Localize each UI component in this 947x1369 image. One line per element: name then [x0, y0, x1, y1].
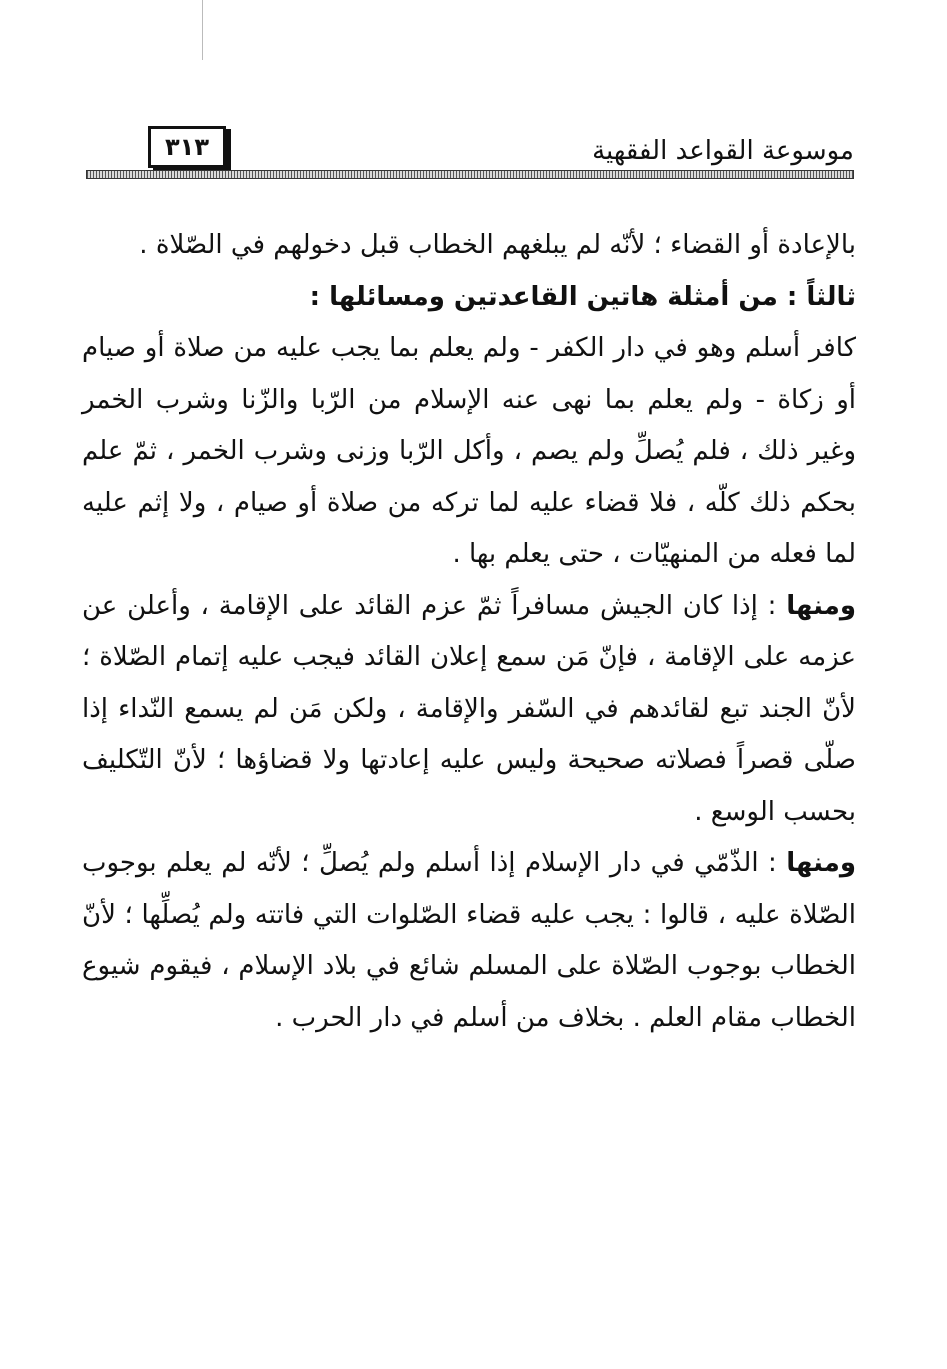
- page-body: [82, 220, 856, 1044]
- header-rule: [86, 170, 854, 179]
- scan-edge-mark: [202, 0, 203, 60]
- paragraph-example-1: [82, 323, 856, 581]
- paragraph-continuation: بالإعادة أو القضاء ؛ لأنّه لم يبلغهم الخطاب قبل دخولهم في الصّلاة .: [139, 230, 856, 260]
- paragraph-text: : إذا كان الجيش مسافراً ثمّ عزم القائد على الإقامة ، وأعلن عن عزمه على الإقامة ، فإنّ مَن سمع إعلان القائد فيجب عليه إتمام الصّلاة ؛ لأنّ الجند تبع لقائدهم في السّفر والإقامة ، ولكن مَن لم يسمع النّداء إذا صلّى قصراً فصلاته صحيحة وليس عليه إعادتها ولا قضاؤها ؛ لأنّ التّكليف بحسب الوسع .: [82, 590, 856, 827]
- paragraph-example-3: [82, 838, 856, 1044]
- book-title: موسوعة القواعد الفقهية: [592, 136, 854, 166]
- page-header: [86, 126, 854, 180]
- paragraph-text: كافر أسلم وهو في دار الكفر - ولم يعلم بما يجب عليه من صلاة أو صيام أو زكاة - ولم يعلم بما نهى عنه الإسلام من الرّبا والزّنا وشرب الخمر وغير ذلك ، فلم يُصلِّ ولم يصم ، وأكل الرّبا وزنى وشرب الخمر ، ثمّ علم بحكم ذلك كلّه ، فلا قضاء عليه لما تركه من صلاة أو صيام ، ولا إثم عليه لما فعله من المنهيّات ، حتى يعلم بها .: [82, 333, 856, 569]
- lead-word: ومنها: [786, 848, 856, 878]
- lead-word: ومنها: [786, 590, 856, 621]
- paragraph-text: : الذّمّي في دار الإسلام إذا أسلم ولم يُصلِّ ؛ لأنّه لم يعلم بوجوب الصّلاة عليه ، قالوا : يجب عليه قضاء الصّلوات التي فاتته ولم يُصلِّها ؛ لأنّ الخطاب بوجوب الصّلاة على المسلم شائع في بلاد الإسلام ، فيقوم شيوع الخطاب مقام العلم . بخلاف من أسلم في دار الحرب .: [82, 848, 856, 1033]
- page-number: ٣١٣: [148, 126, 226, 168]
- paragraph-example-2: [82, 581, 856, 839]
- section-heading: ثالثاً : من أمثلة هاتين القاعدتين ومسائلها :: [309, 281, 856, 312]
